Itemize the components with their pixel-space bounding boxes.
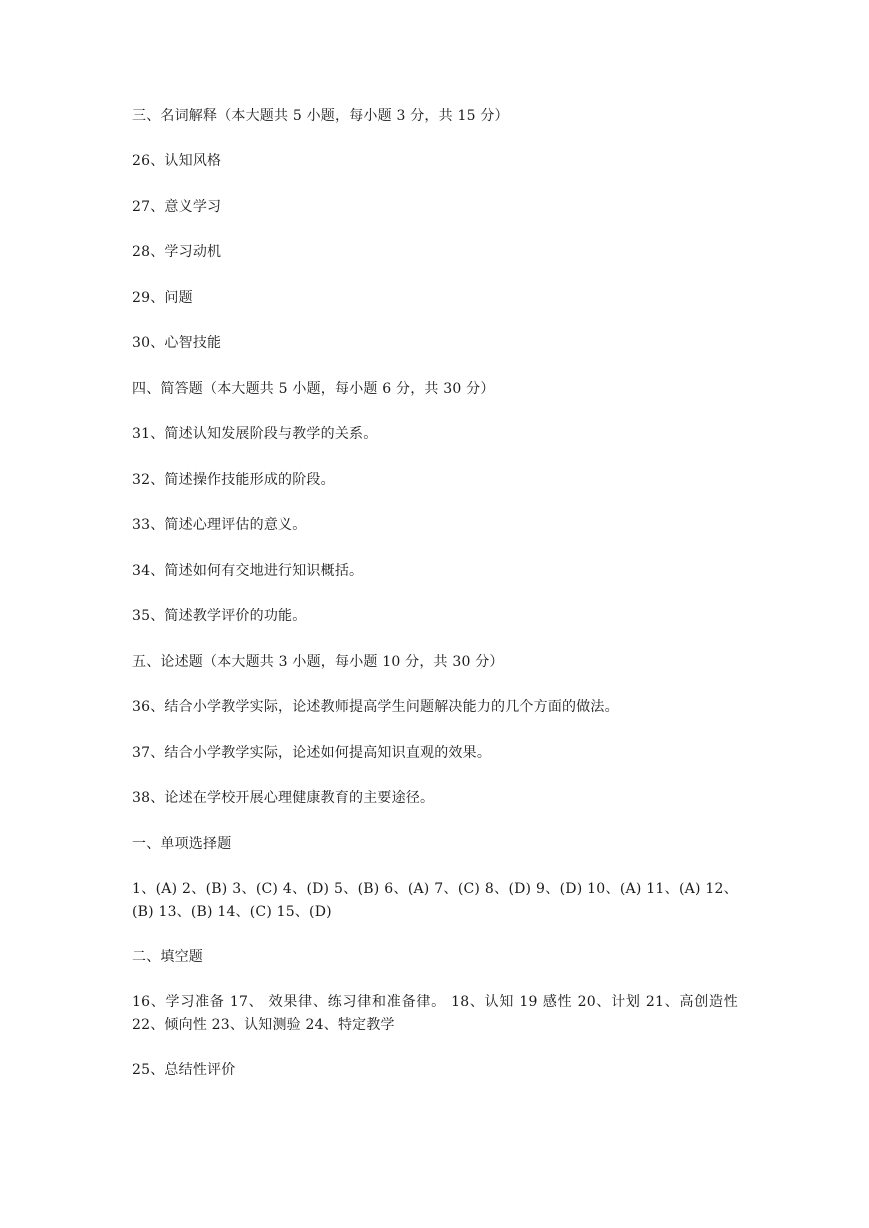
question-item-34: 34、简述如何有交地进行知识概括。	[132, 563, 364, 579]
question-item-35: 35、简述教学评价的功能。	[132, 608, 307, 624]
section-3-heading: 三、名词解释（本大题共 5 小题，每小题 3 分，共 15 分）	[132, 108, 509, 124]
essay-item-36: 36、结合小学教学实际，论述教师提高学生问题解决能力的几个方面的做法。	[132, 699, 619, 715]
answers-fill-text: 16、学习准备 17、 效果律、练习律和准备律。 18、认知 19 感性 20、计划 21、高创造性 22、倾向性 23、认知测验 24、特定教学	[132, 994, 738, 1033]
question-item-32: 32、简述操作技能形成的阶段。	[132, 472, 335, 488]
answers-choice-text: 1、(A) 2、(B) 3、(C) 4、(D) 5、(B) 6、(A) 7、(C) 8、(D) 9、(D) 10、(A) 11、(A) 12、(B) 13、(B) 14、(C) 15、(D)	[132, 881, 738, 920]
essay-item-38: 38、论述在学校开展心理健康教育的主要途径。	[132, 790, 435, 806]
term-item-27: 27、意义学习	[132, 199, 222, 215]
section-4-heading: 四、简答题（本大题共 5 小题，每小题 6 分，共 30 分）	[132, 381, 495, 397]
term-item-26: 26、认知风格	[132, 153, 222, 169]
section-5-heading: 五、论述题（本大题共 3 小题，每小题 10 分，共 30 分）	[132, 654, 504, 670]
term-item-29: 29、问题	[132, 290, 193, 306]
answer-item-25: 25、总结性评价	[132, 1062, 236, 1078]
essay-item-37: 37、结合小学教学实际，论述如何提高知识直观的效果。	[132, 745, 492, 761]
answers-section-2-heading: 二、填空题	[132, 949, 203, 965]
question-item-31: 31、简述认知发展阶段与教学的关系。	[132, 426, 378, 442]
term-item-28: 28、学习动机	[132, 244, 222, 260]
answers-section-1-heading: 一、单项选择题	[132, 836, 232, 852]
question-item-33: 33、简述心理评估的意义。	[132, 517, 307, 533]
term-item-30: 30、心智技能	[132, 335, 222, 351]
